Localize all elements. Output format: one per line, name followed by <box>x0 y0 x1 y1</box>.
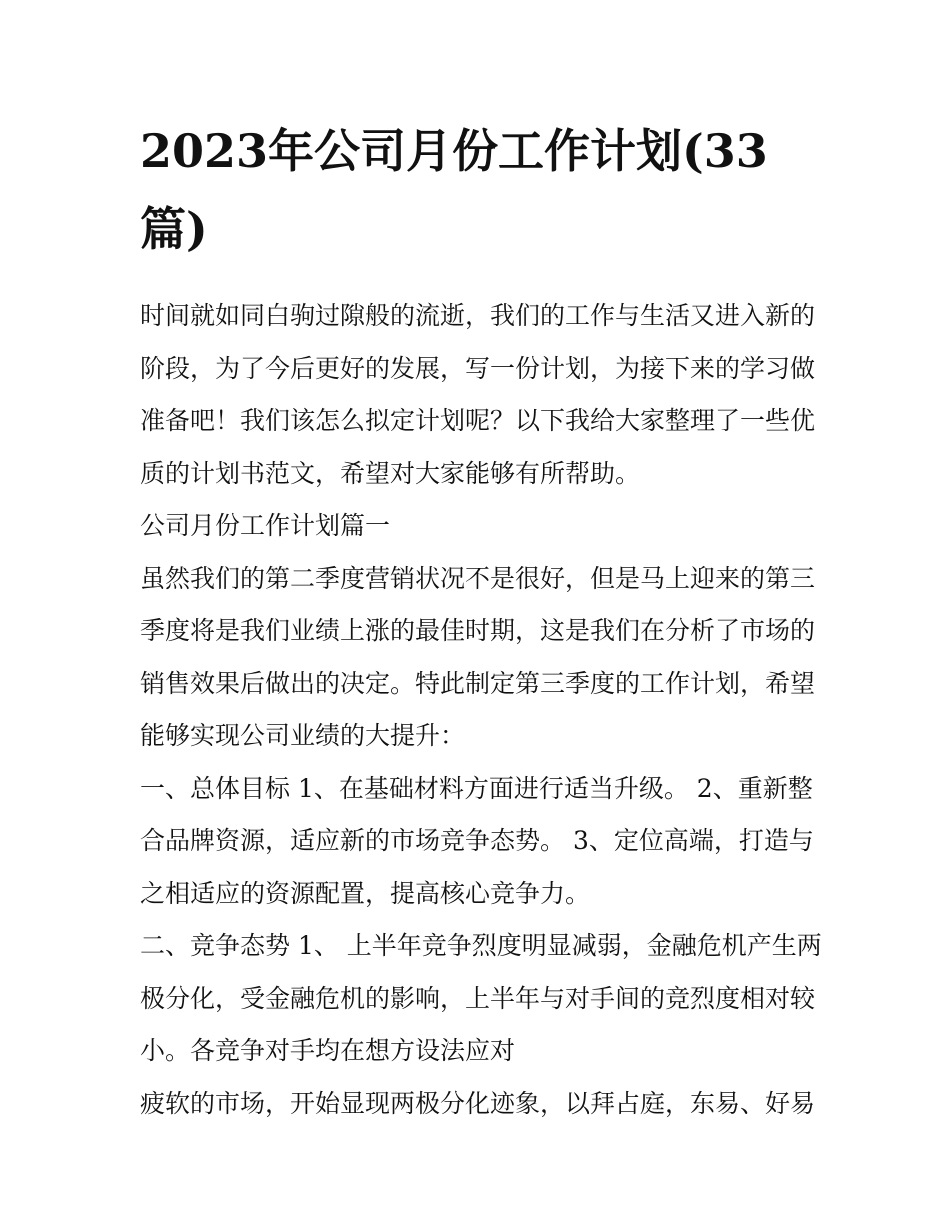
document-title: 2023年公司月份工作计划(33篇) <box>140 124 768 256</box>
body-line: 虽然我们的第二季度营销状况不是很好，但是马上迎来的第三 <box>140 563 816 593</box>
document-page <box>140 112 822 1130</box>
body-line: 季度将是我们业绩上涨的最佳时期，这是我们在分析了市场的 <box>140 616 816 645</box>
body-line: 二、竞争态势 1、 上半年竞争烈度明显减弱，金融危机产生两 <box>140 931 822 960</box>
body-line: 公司月份工作计划篇一 <box>140 511 391 540</box>
body-line: 小。各竞争对手均在想方设法应对 <box>140 1036 516 1065</box>
document-body <box>140 290 822 1130</box>
body-line: 能够实现公司业绩的大提升： <box>140 721 466 750</box>
body-line: 合品牌资源，适应新的市场竞争态势。 3、定位高端，打造与 <box>140 826 814 855</box>
body-line: 极分化，受金融危机的影响，上半年与对手间的竞烈度相对较 <box>140 983 816 1013</box>
body-line: 销售效果后做出的决定。特此制定第三季度的工作计划，希望 <box>140 668 816 698</box>
body-line: 时间就如同白驹过隙般的流逝，我们的工作与生活又进入新的 <box>140 301 816 330</box>
body-line: 之相适应的资源配置，提高核心竞争力。 <box>140 878 591 908</box>
body-line: 疲软的市场，开始显现两极分化迹象，以拜占庭，东易、好易 <box>140 1088 816 1118</box>
body-line: 质的计划书范文，希望对大家能够有所帮助。 <box>140 458 641 488</box>
body-line: 阶段，为了今后更好的发展，写一份计划，为接下来的学习做 <box>140 353 816 383</box>
body-line: 一、总体目标 1、在基础材料方面进行适当升级。 2、重新整 <box>140 773 813 803</box>
body-line: 准备吧！我们该怎么拟定计划呢？以下我给大家整理了一些优 <box>140 406 816 435</box>
